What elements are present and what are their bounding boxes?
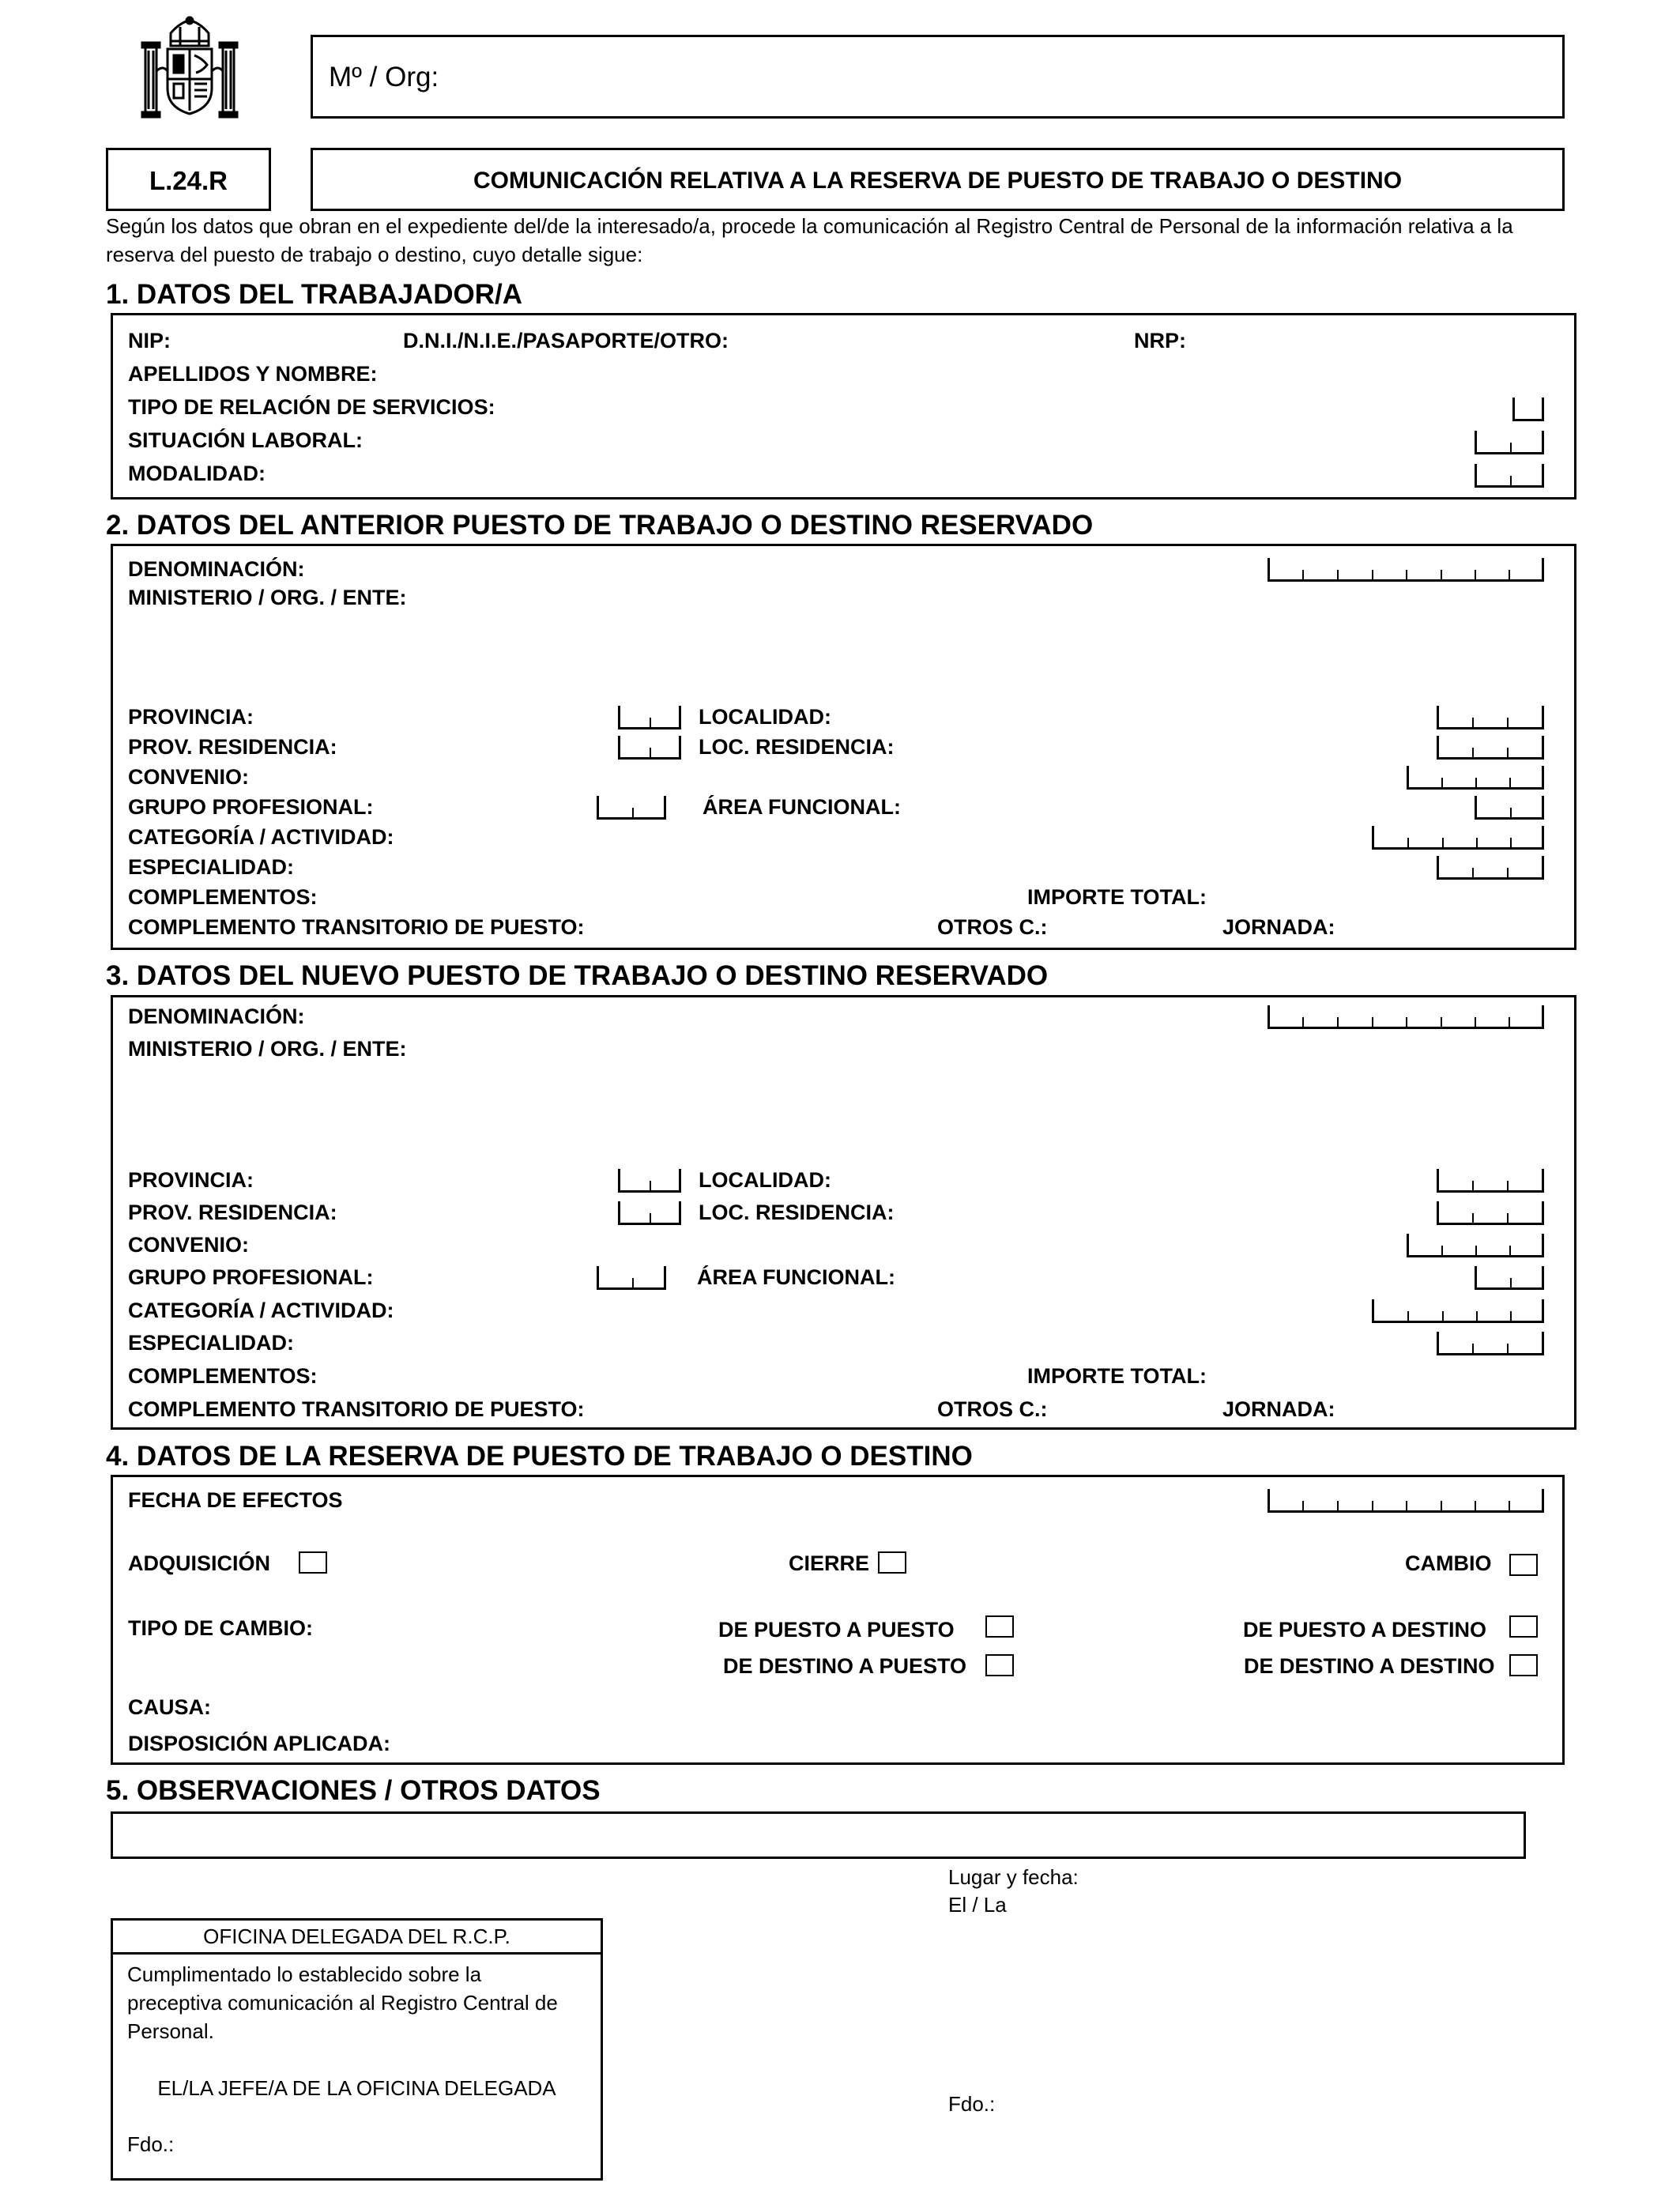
s2-area-label: ÁREA FUNCIONAL: [703,795,901,819]
s2-convenio-field[interactable] [1407,766,1544,790]
s3-importe-label: IMPORTE TOTAL: [1027,1364,1207,1388]
s2-categoria-label: CATEGORÍA / ACTIVIDAD: [128,825,394,849]
s2-comp-trans-label: COMPLEMENTO TRANSITORIO DE PUESTO: [128,915,585,939]
observaciones-field[interactable] [111,1811,1526,1859]
s2-denominacion-field[interactable] [1268,558,1544,582]
destino-a-puesto-label: DE DESTINO A PUESTO [723,1654,967,1678]
form-title-box [311,148,1565,211]
s2-area-field[interactable] [1475,796,1544,820]
tipo-cambio-label: TIPO DE CAMBIO: [128,1616,313,1640]
cambio-checkbox[interactable] [1509,1554,1538,1576]
jefe-label: EL/LA JEFE/A DE LA OFICINA DELEGADA [157,2076,556,2100]
puesto-a-destino-label: DE PUESTO A DESTINO [1243,1618,1487,1642]
form-title: COMUNICACIÓN RELATIVA A LA RESERVA DE PUESTO DE TRABAJO O DESTINO [473,168,1403,194]
s2-otros-label: OTROS C.: [937,915,1048,939]
lugar-fecha-label: Lugar y fecha: [948,1865,1079,1889]
s3-grupo-label: GRUPO PROFESIONAL: [128,1265,374,1289]
puesto-a-puesto-label: DE PUESTO A PUESTO [718,1618,955,1642]
s2-prov-res-field[interactable] [618,736,681,760]
s2-jornada-label: JORNADA: [1222,915,1335,939]
coat-of-arms-logo [139,16,240,119]
s3-loc-res-field[interactable] [1437,1201,1544,1225]
s3-provincia-label: PROVINCIA: [128,1168,254,1192]
s3-complementos-label: COMPLEMENTOS: [128,1364,318,1388]
s2-provincia-label: PROVINCIA: [128,705,254,729]
s3-especialidad-field[interactable] [1437,1332,1544,1355]
s2-loc-res-label: LOC. RESIDENCIA: [699,735,895,759]
section-3-title: 3. DATOS DEL NUEVO PUESTO DE TRABAJO O DESTINO RESERVADO [106,960,1049,991]
destino-a-destino-label: DE DESTINO A DESTINO [1244,1654,1495,1678]
section-1-title: 1. DATOS DEL TRABAJADOR/A [106,279,522,310]
puesto-a-destino-checkbox[interactable] [1509,1615,1538,1638]
cambio-label: CAMBIO [1405,1551,1492,1575]
s3-localidad-field[interactable] [1437,1169,1544,1193]
s2-complementos-label: COMPLEMENTOS: [128,885,318,909]
destino-a-puesto-checkbox[interactable] [985,1654,1014,1676]
cierre-label: CIERRE [789,1551,870,1575]
apellidos-label: APELLIDOS Y NOMBRE: [128,362,378,386]
s3-categoria-label: CATEGORÍA / ACTIVIDAD: [128,1299,394,1322]
s2-importe-label: IMPORTE TOTAL: [1027,885,1207,909]
form-code: L.24.R [149,166,228,195]
situacion-field[interactable] [1475,431,1544,454]
s3-especialidad-label: ESPECIALIDAD: [128,1331,295,1355]
adquisicion-label: ADQUISICIÓN [128,1551,271,1575]
org-label: Mº / Org: [329,62,439,92]
nrp-label: NRP: [1134,329,1186,352]
s3-categoria-field[interactable] [1372,1299,1544,1323]
modalidad-label: MODALIDAD: [128,462,266,485]
intro-text-line1: Según los datos que obran en el expediente del/de la interesado/a, procede la comunicación al Registro Central de Personal de la información relativa a la [106,214,1513,238]
s3-area-field[interactable] [1475,1266,1544,1290]
s3-jornada-label: JORNADA: [1222,1397,1335,1421]
oficina-text-line2: preceptiva comunicación al Registro Central de [127,1991,558,2015]
adquisicion-checkbox[interactable] [299,1551,327,1574]
tipo-relacion-label: TIPO DE RELACIÓN DE SERVICIOS: [128,395,495,419]
form-code-box [106,148,271,211]
el-la-label: El / La [948,1893,1007,1917]
s2-categoria-field[interactable] [1372,826,1544,850]
fdo-left-label: Fdo.: [127,2132,175,2156]
disposicion-label: DISPOSICIÓN APLICADA: [128,1732,391,1755]
s2-especialidad-field[interactable] [1437,856,1544,880]
fecha-efectos-field[interactable] [1268,1489,1544,1513]
s3-grupo-field[interactable] [597,1266,666,1290]
modalidad-field[interactable] [1475,464,1544,488]
dni-label: D.N.I./N.I.E./PASAPORTE/OTRO: [403,329,729,352]
s3-area-label: ÁREA FUNCIONAL: [697,1265,895,1289]
s3-localidad-label: LOCALIDAD: [699,1168,831,1192]
s2-ministerio-label: MINISTERIO / ORG. / ENTE: [128,586,407,609]
section-2-title: 2. DATOS DEL ANTERIOR PUESTO DE TRABAJO O DESTINO RESERVADO [106,510,1094,541]
situacion-label: SITUACIÓN LABORAL: [128,428,363,452]
oficina-text-line1: Cumplimentado lo establecido sobre la [127,1962,482,1986]
s3-ministerio-label: MINISTERIO / ORG. / ENTE: [128,1037,407,1061]
causa-label: CAUSA: [128,1695,211,1719]
s2-provincia-field[interactable] [618,706,681,729]
s3-prov-res-field[interactable] [618,1201,681,1225]
section-5-title: 5. OBSERVACIONES / OTROS DATOS [106,1775,601,1806]
cierre-checkbox[interactable] [878,1551,906,1574]
s2-prov-res-label: PROV. RESIDENCIA: [128,735,337,759]
s2-loc-res-field[interactable] [1437,736,1544,760]
s2-convenio-label: CONVENIO: [128,765,250,789]
fdo-right-label: Fdo.: [948,2092,996,2116]
tipo-relacion-field[interactable] [1512,398,1544,421]
s3-prov-res-label: PROV. RESIDENCIA: [128,1201,337,1224]
s2-especialidad-label: ESPECIALIDAD: [128,855,295,879]
section-4-title: 4. DATOS DE LA RESERVA DE PUESTO DE TRABAJO O DESTINO [106,1441,973,1472]
puesto-a-puesto-checkbox[interactable] [985,1615,1014,1638]
s2-grupo-label: GRUPO PROFESIONAL: [128,795,374,819]
nip-label: NIP: [128,329,171,352]
org-field[interactable] [311,35,1565,119]
destino-a-destino-checkbox[interactable] [1509,1654,1538,1676]
s3-otros-label: OTROS C.: [937,1397,1048,1421]
fecha-efectos-label: FECHA DE EFECTOS [128,1488,343,1512]
s3-convenio-label: CONVENIO: [128,1233,250,1257]
s3-denominacion-field[interactable] [1268,1005,1544,1029]
s2-localidad-field[interactable] [1437,706,1544,729]
s2-localidad-label: LOCALIDAD: [699,705,831,729]
s3-loc-res-label: LOC. RESIDENCIA: [699,1201,895,1224]
oficina-title: OFICINA DELEGADA DEL R.C.P. [113,1921,601,1955]
oficina-delegada-box [111,1918,603,2181]
s3-denominacion-label: DENOMINACIÓN: [128,1005,305,1028]
s2-denominacion-label: DENOMINACIÓN: [128,557,305,581]
s3-comp-trans-label: COMPLEMENTO TRANSITORIO DE PUESTO: [128,1397,585,1421]
s3-convenio-field[interactable] [1407,1234,1544,1257]
oficina-text-line3: Personal. [127,2019,214,2043]
intro-text-line2: reserva del puesto de trabajo o destino, cuyo detalle sigue: [106,243,643,266]
s2-grupo-field[interactable] [597,796,666,820]
s3-provincia-field[interactable] [618,1169,681,1193]
